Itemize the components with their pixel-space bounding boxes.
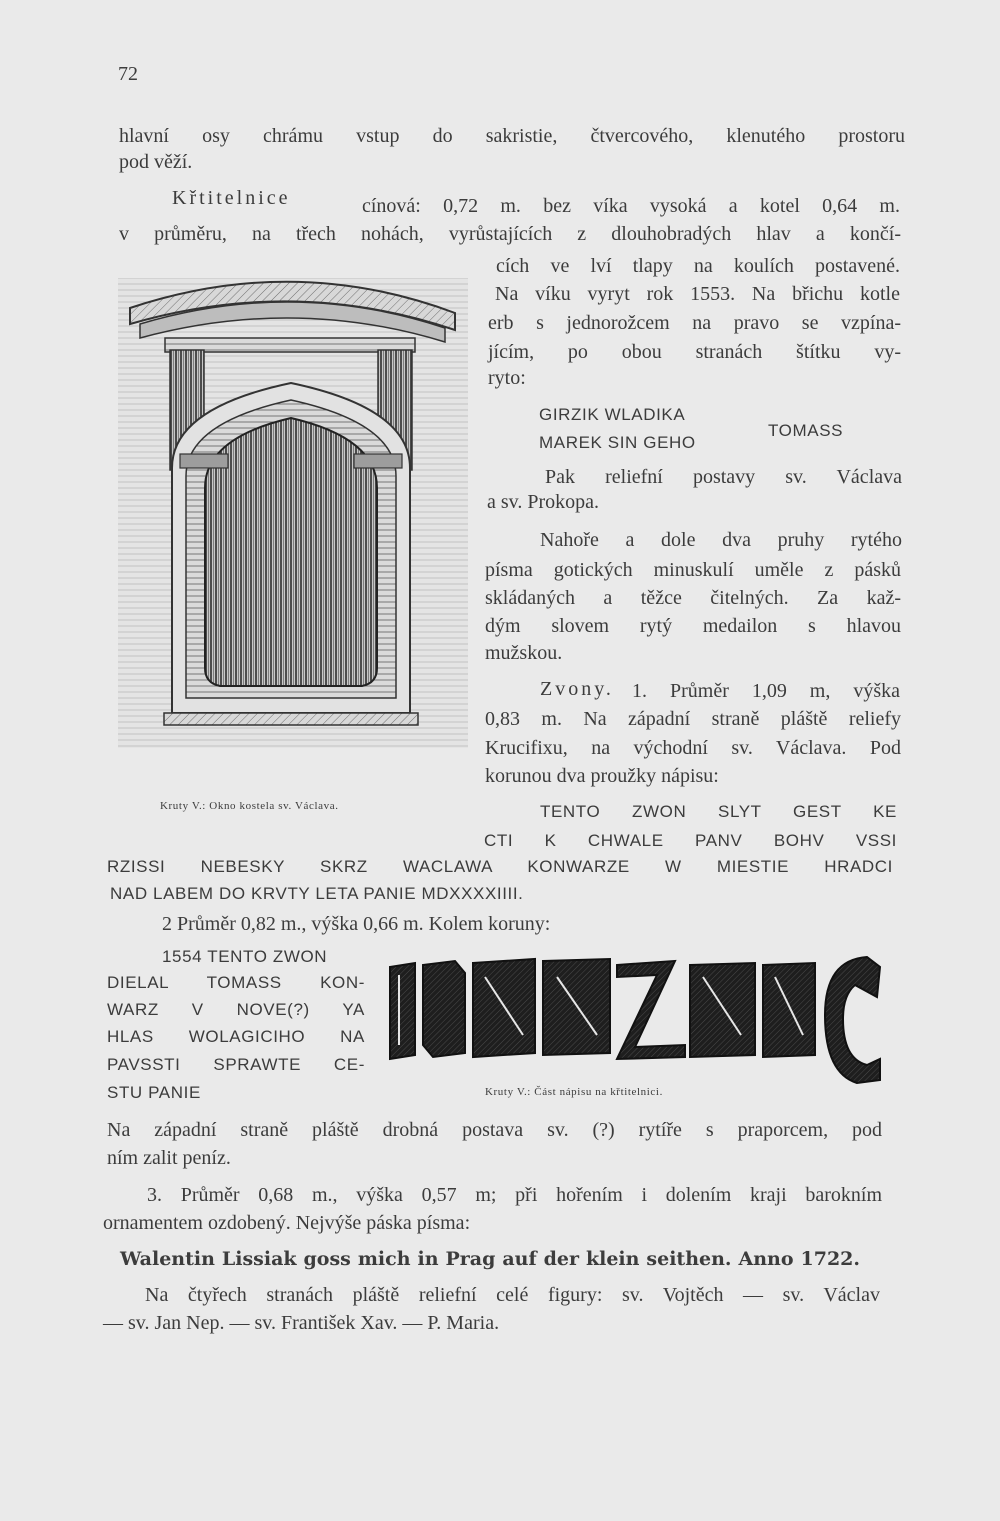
inscription-line: RZISSI NEBESKY SKRZ WACLAWA KONWARZE W MIESTIE HRADCI — [107, 857, 893, 876]
text-line: cínová: 0,72 m. bez víka vysoká a kotel 0,64 m. — [362, 195, 900, 217]
text-line: v průměru, na třech nohách, vyrůstajících z dlouhobradých hlav a končí- — [119, 223, 901, 245]
text-line: pod věží. — [119, 151, 193, 173]
inscription-line: 1554 TENTO ZWON — [162, 947, 328, 966]
inscription-line: WARZ V NOVE(?) YA — [107, 1000, 365, 1019]
inscription-line: HLAS WOLAGICIHO NA — [107, 1027, 365, 1046]
spaced-heading: Zvony. — [540, 678, 614, 700]
text-line: ním zalit peníz. — [107, 1147, 231, 1169]
text-line: 2 Průměr 0,82 m., výška 0,66 m. Kolem koruny: — [162, 913, 551, 935]
inscription-line: STU PANIE — [107, 1083, 201, 1102]
text-line: ornamentem ozdobený. Nejvýše páska písma: — [103, 1212, 471, 1234]
text-line: erb s jednorožcem na pravo se vzpína- — [488, 312, 901, 334]
inscription-line: TOMASS — [768, 421, 844, 440]
text-line: 3. Průměr 0,68 m., výška 0,57 m; při hořením i dolením kraji barokním — [147, 1184, 882, 1206]
text-line: písma gotických minuskulí uměle z pásků — [485, 559, 901, 581]
gothic-inscription-fragment — [385, 955, 885, 1085]
text-line: a sv. Prokopa. — [487, 491, 600, 513]
text-line: Na západní straně pláště drobná postava sv. (?) rytíře s praporcem, pod — [107, 1119, 882, 1141]
text-line: Pak reliefní postavy sv. Václava — [545, 466, 902, 488]
text-line: ryto: — [488, 367, 526, 389]
figure-caption: Kruty V.: Část nápisu na křtitelnici. — [485, 1086, 663, 1098]
text-line: dým slovem rytý medailon s hlavou — [485, 615, 901, 637]
window-engraving — [110, 258, 480, 788]
text-line: Krucifixu, na východní sv. Václava. Pod — [485, 737, 901, 759]
inscription-line: GIRZIK WLADIKA — [539, 405, 686, 424]
window-figure — [110, 258, 480, 788]
spaced-heading: Křtitelnice — [172, 187, 291, 209]
text-line: — sv. Jan Nep. — sv. František Xav. — P. Maria. — [103, 1312, 500, 1334]
blackletter-line: Walentin Lissiak goss mich in Prag auf der klein seithen. Anno 1722. — [120, 1248, 860, 1270]
figure-caption: Kruty V.: Okno kostela sv. Václava. — [160, 800, 339, 812]
inscription-line: CTI K CHWALE PANV BOHV VSSI — [484, 831, 897, 850]
text-line: Na čtyřech stranách pláště reliefní celé figury: sv. Vojtěch — sv. Václav — [145, 1284, 880, 1306]
text-line: 0,83 m. Na západní straně pláště reliefy — [485, 708, 901, 730]
text-line: mužskou. — [485, 642, 563, 664]
text-line: hlavní osy chrámu vstup do sakristie, čtvercového, klenutého prostoru — [119, 125, 905, 147]
inscription-line: MAREK SIN GEHO — [539, 433, 696, 452]
inscription-figure — [385, 955, 885, 1085]
text-line: korunou dva proužky nápisu: — [485, 765, 719, 787]
text-line: 1. Průměr 1,09 m, výška — [632, 680, 900, 702]
text-line: cích ve lví tlapy na koulích postavené. — [496, 255, 900, 277]
text-line: Nahoře a dole dva pruhy rytého — [540, 529, 902, 551]
text-line: skládaných a těžce čitelných. Za kaž- — [485, 587, 901, 609]
inscription-line: DIELAL TOMASS KON- — [107, 973, 365, 992]
text-line: jícím, po obou stranách štítku vy- — [488, 341, 901, 363]
inscription-line: NAD LABEM DO KRVTY LETA PANIE MDXXXXIIII. — [110, 884, 524, 903]
text-line: Na víku vyryt rok 1553. Na břichu kotle — [495, 283, 900, 305]
inscription-line: PAVSSTI SPRAWTE CE- — [107, 1055, 365, 1074]
inscription-line: TENTO ZWON SLYT GEST KE — [540, 802, 897, 821]
page-number: 72 — [118, 63, 138, 85]
